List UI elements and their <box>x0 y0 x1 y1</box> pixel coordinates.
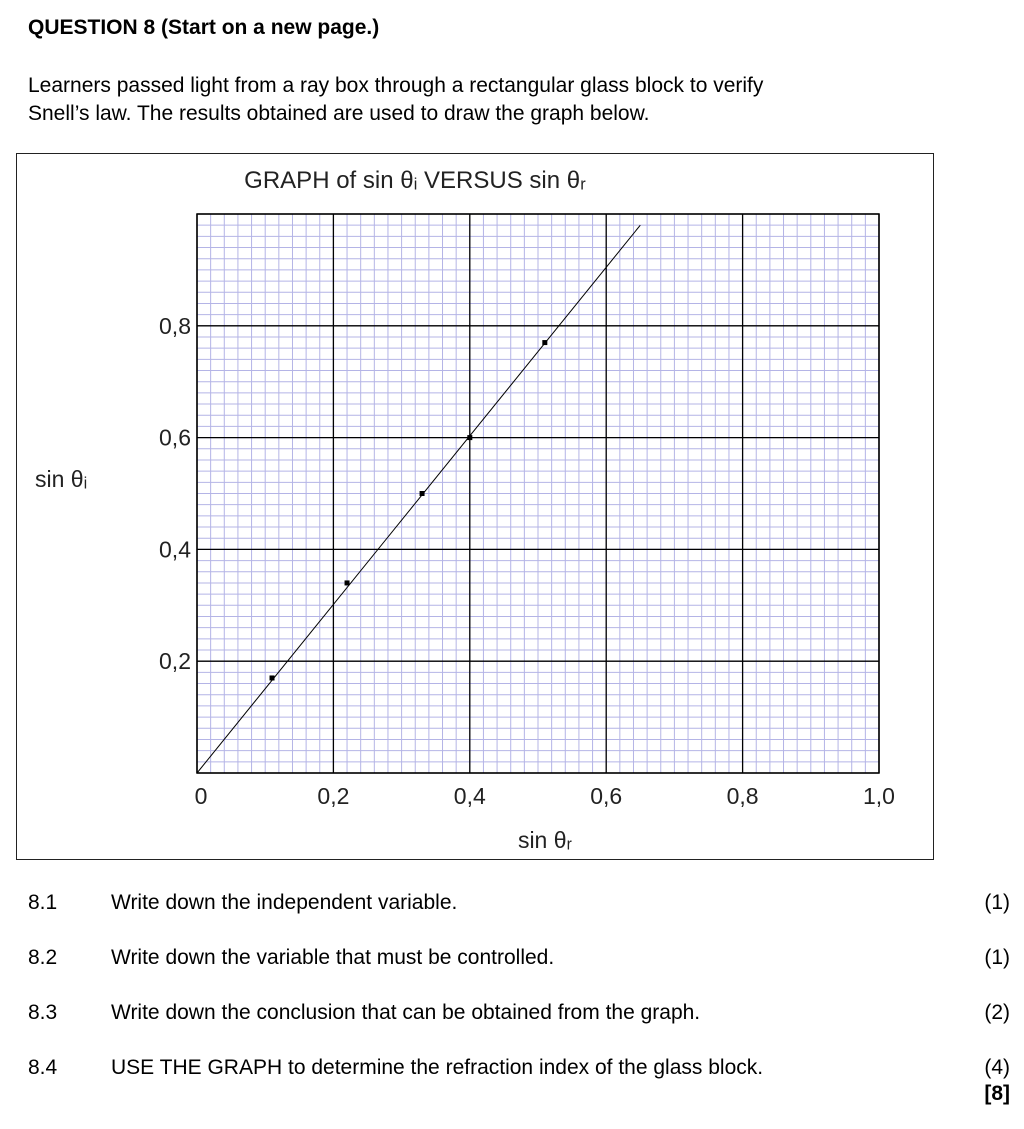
question-row-8-1 <box>28 891 1010 919</box>
data-point <box>542 340 547 345</box>
y-tick-label: 0,4 <box>159 536 191 563</box>
chart-title: GRAPH of sin θᵢ VERSUS sin θᵣ <box>244 167 586 194</box>
data-point <box>345 580 350 585</box>
question-number: 8.1 <box>28 891 58 914</box>
x-tick-label: 0 <box>194 783 208 809</box>
x-tick-label: 0,2 <box>317 783 350 809</box>
data-point <box>420 491 425 496</box>
question-text: USE THE GRAPH to determine the refraction index of the glass block. <box>111 1056 764 1079</box>
question-number: 8.3 <box>28 1001 58 1024</box>
y-tick-label: 0,2 <box>159 648 191 675</box>
question-heading: QUESTION 8 (Start on a new page.) <box>28 16 380 39</box>
total-marks: [8] <box>984 1082 1010 1105</box>
question-row-8-3 <box>28 1001 1010 1029</box>
question-marks: (1) <box>984 891 1010 914</box>
question-number: 8.2 <box>28 946 58 969</box>
question-marks: (2) <box>984 1001 1010 1024</box>
x-axis-label: sin θᵣ <box>517 827 573 853</box>
x-tick-label: 0,8 <box>726 783 759 809</box>
y-axis-label: sin θᵢ <box>35 466 88 492</box>
graph-figure <box>16 153 934 860</box>
data-point <box>467 435 472 440</box>
y-tick-label: 0,6 <box>159 424 191 451</box>
scatter-chart <box>17 154 933 859</box>
question-marks: (4) <box>984 1056 1010 1079</box>
x-tick-label: 1,0 <box>863 783 895 809</box>
x-tick-label: 0,4 <box>453 783 486 809</box>
data-point <box>270 675 275 680</box>
question-marks: (1) <box>984 946 1010 969</box>
intro-line-1: Learners passed light from a ray box through a rectangular glass block to verify <box>28 74 764 97</box>
question-text: Write down the variable that must be controlled. <box>111 946 555 969</box>
question-row-8-2 <box>28 946 1010 974</box>
best-fit-line <box>197 225 640 773</box>
y-tick-label: 0,8 <box>159 312 191 339</box>
question-row-8-4 <box>28 1056 1010 1084</box>
intro-line-2: Snell’s law. The results obtained are used to draw the graph below. <box>28 102 650 125</box>
question-text: Write down the independent variable. <box>111 891 458 914</box>
question-text: Write down the conclusion that can be obtained from the graph. <box>111 1001 701 1024</box>
question-intro <box>28 72 928 128</box>
question-number: 8.4 <box>28 1056 58 1079</box>
x-tick-label: 0,6 <box>590 783 623 809</box>
